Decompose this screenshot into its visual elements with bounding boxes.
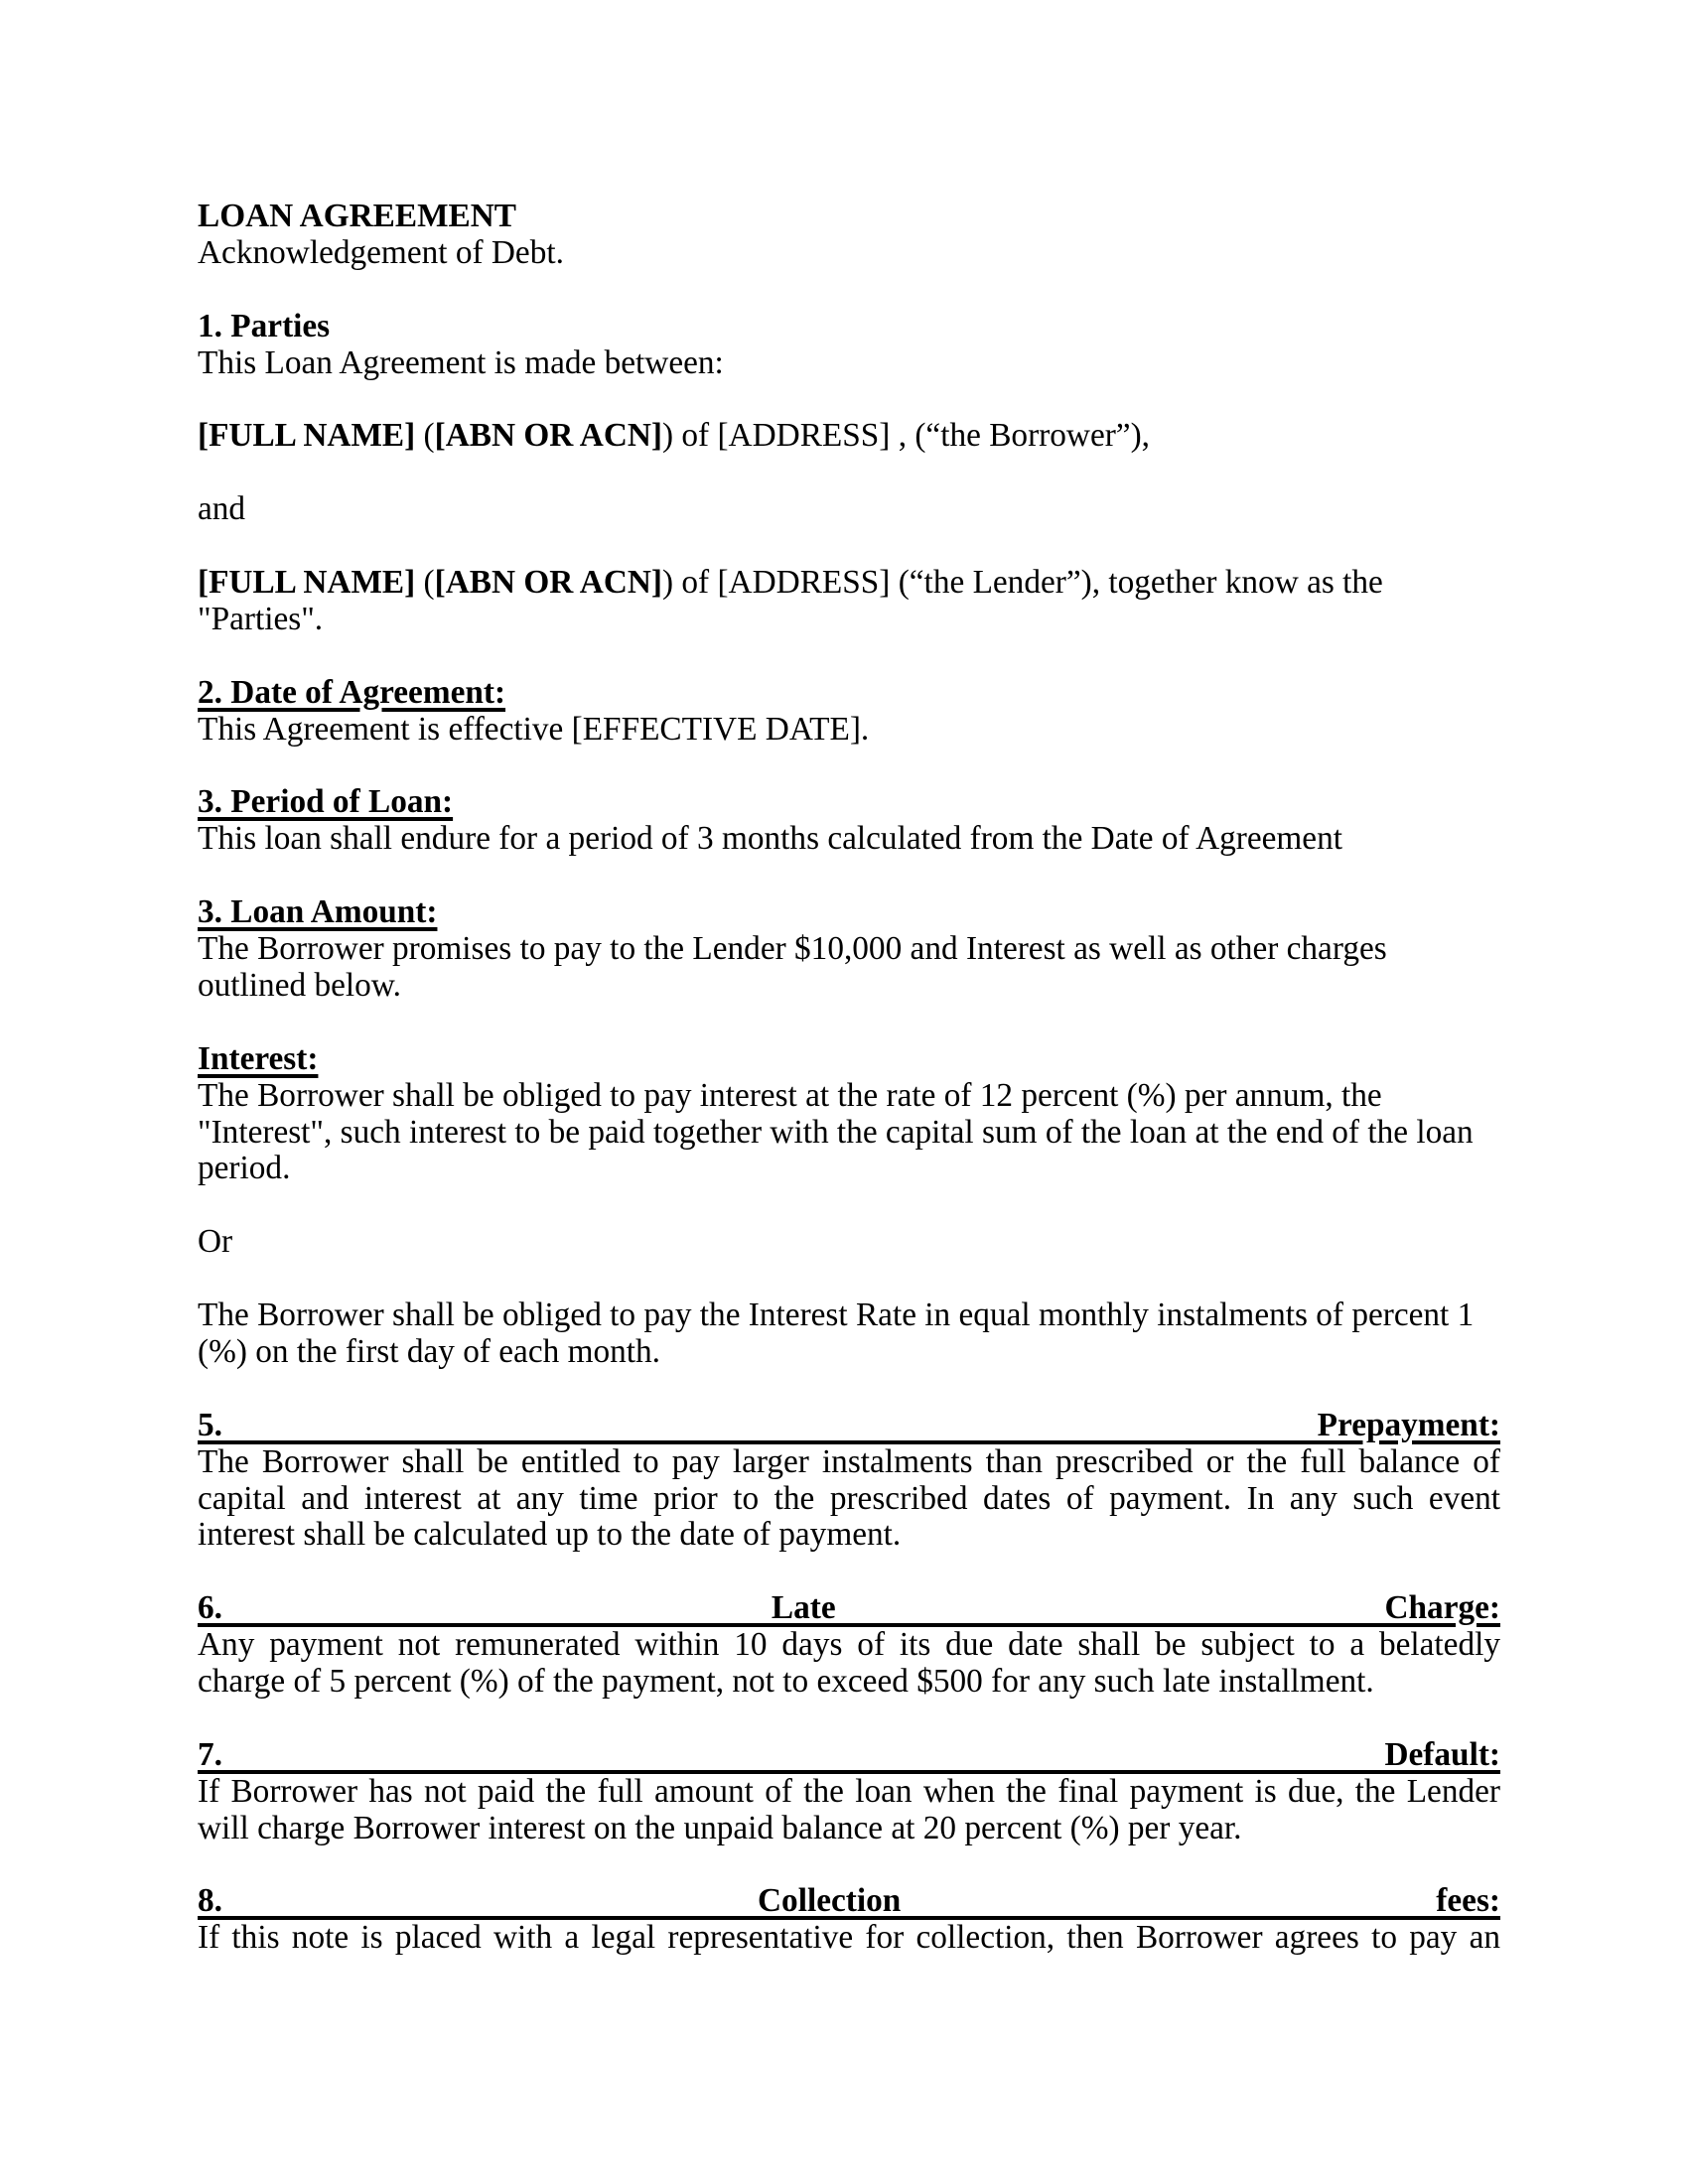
section-parties-line-2 [198,345,1500,382]
section-parties-line-1 [198,309,1500,345]
text-run: (%) on the first day of each month. [198,1332,661,1370]
section-prepayment-line-2 [198,1444,1500,1481]
text-run: This loan shall endure for a period of 3 months calculated from the Date of Agreement [198,820,1342,858]
text-run: [FULL NAME] [198,417,416,455]
heading-text: 3. Loan Amount: [198,893,438,931]
heading-text: 3. Period of Loan: [198,783,454,821]
section-interest [198,1041,1500,1188]
section-period-of-loan-line-1 [198,784,1500,821]
section-late-charge-line-1 [198,1590,1500,1627]
section-parties [198,309,1500,382]
section-default [198,1737,1500,1847]
section-late-charge-line-2 [198,1627,1500,1664]
text-run: will charge Borrower interest on the unpaid balance at 20 percent (%) per year. [198,1809,1242,1846]
heading-text: 5. Prepayment: [198,1406,1500,1443]
heading-text: 7. Default: [198,1735,1500,1773]
text-run: ( [415,417,435,455]
text-run: The Borrower promises to pay to the Lender $10,000 and Interest as well as other charges [198,930,1387,968]
section-prepayment-line-3 [198,1481,1500,1518]
section-interest-line-3 [198,1115,1500,1152]
section-loan-amount-line-2 [198,931,1500,968]
text-run: 1. Parties [198,307,331,344]
section-date-of-agreement [198,675,1500,749]
heading-text: 8. Collection fees: [198,1882,1500,1920]
section-collection-fees-line-2 [198,1920,1500,1957]
text-run: If Borrower has not paid the full amount of the loan when the final payment is due, the Lender [198,1772,1500,1810]
section-prepayment [198,1408,1500,1555]
section-interest-line-4 [198,1151,1500,1187]
text-run: [FULL NAME] [198,564,416,601]
text-run: ( [415,564,435,601]
section-date-of-agreement-line-2 [198,712,1500,749]
section-collection-fees-line-1 [198,1883,1500,1920]
heading-text: Interest: [198,1039,319,1077]
section-date-of-agreement-line-1 [198,675,1500,712]
interest-alternative-line-1 [198,1297,1500,1334]
text-run: ) of [ADDRESS] (“the Lender”), together know as the [662,564,1383,601]
section-loan-amount-line-1 [198,894,1500,931]
interest-or-line-1 [198,1224,1500,1261]
section-late-charge [198,1590,1500,1701]
text-run: capital and interest at any time prior to the prescribed dates of payment. In any such event [198,1479,1500,1517]
interest-alternative [198,1297,1500,1371]
text-run: The Borrower shall be obliged to pay interest at the rate of 12 percent (%) per annum, the [198,1076,1382,1114]
text-run: The Borrower shall be obliged to pay the Interest Rate in equal monthly instalments of percent 1 [198,1297,1475,1334]
text-run: The Borrower shall be entitled to pay larger instalments than prescribed or the full balance of [198,1442,1500,1480]
section-default-line-2 [198,1774,1500,1811]
interest-or [198,1224,1500,1261]
party-lender-line-1 [198,565,1500,602]
text-run: If this note is placed with a legal representative for collection, then Borrower agrees to pay an [198,1919,1500,1957]
text-run: Any payment not remunerated within 10 days of its due date shall be subject to a belatedly [198,1626,1500,1664]
title-block [198,199,1500,272]
text-run: [ABN OR ACN] [434,417,662,455]
text-run: LOAN AGREEMENT [198,198,516,234]
section-period-of-loan-line-2 [198,821,1500,858]
party-lender-line-2 [198,602,1500,638]
section-collection-fees [198,1883,1500,1957]
text-run: "Interest", such interest to be paid together with the capital sum of the loan at the end of the loan [198,1113,1474,1151]
section-interest-line-1 [198,1041,1500,1078]
text-run: [ABN OR ACN] [434,564,662,601]
text-run: period. [198,1150,291,1187]
text-run: interest shall be calculated up to the date of payment. [198,1516,902,1554]
party-borrower-line-1 [198,418,1500,455]
section-interest-line-2 [198,1078,1500,1115]
party-lender [198,565,1500,638]
text-run: "Parties". [198,600,324,637]
party-conjunction-line-1 [198,491,1500,528]
text-run: Acknowledgement of Debt. [198,233,564,271]
section-late-charge-line-3 [198,1664,1500,1701]
text-run: Or [198,1223,233,1261]
section-prepayment-line-1 [198,1408,1500,1444]
title-block-line-1 [198,199,1500,235]
section-default-line-1 [198,1737,1500,1774]
text-run: ) of [ADDRESS] , (“the Borrower”), [662,417,1150,455]
heading-text: 2. Date of Agreement: [198,673,506,711]
party-borrower [198,418,1500,455]
section-period-of-loan [198,784,1500,858]
text-run: outlined below. [198,966,401,1004]
title-block-line-2 [198,235,1500,272]
section-loan-amount-line-3 [198,968,1500,1005]
text-run: This Agreement is effective [EFFECTIVE DATE]. [198,710,870,748]
section-default-line-3 [198,1811,1500,1847]
text-run: This Loan Agreement is made between: [198,343,724,381]
interest-alternative-line-2 [198,1334,1500,1371]
section-loan-amount [198,894,1500,1005]
text-run: charge of 5 percent (%) of the payment, not to exceed $500 for any such late installment. [198,1663,1374,1701]
heading-text: 6. Late Charge: [198,1589,1500,1627]
section-prepayment-line-4 [198,1517,1500,1554]
party-conjunction [198,491,1500,528]
text-run: and [198,490,246,528]
